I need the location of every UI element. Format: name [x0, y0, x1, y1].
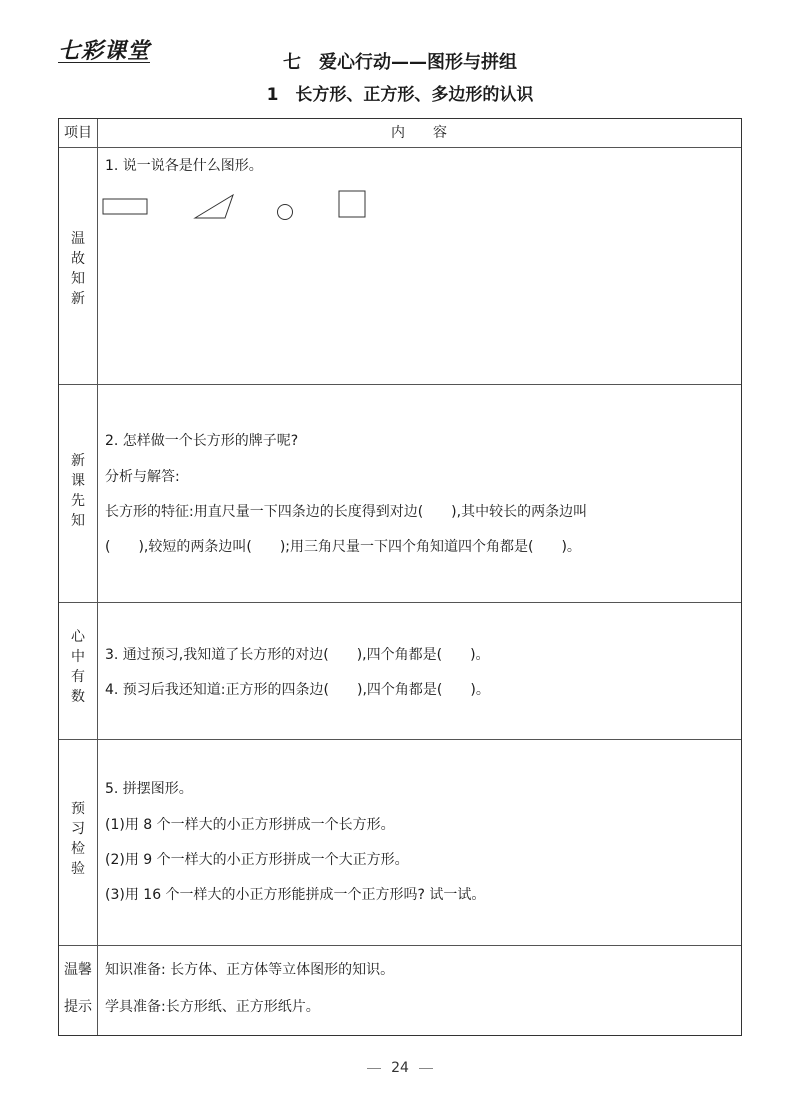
- question-5: 5. 拼摆图形。: [105, 781, 193, 797]
- question-1: 1. 说一说各是什么图形。: [105, 158, 263, 174]
- column-header-item: 项目: [64, 125, 92, 141]
- footer-dash-right: [419, 1068, 433, 1069]
- section-label-tips-1: 温馨: [64, 962, 92, 978]
- rectangle-icon: [103, 199, 147, 214]
- row-divider: [59, 945, 741, 946]
- chapter-title: 七 爱心行动——图形与拼组: [283, 52, 517, 73]
- shapes-figure: [101, 185, 381, 225]
- column-divider: [97, 119, 98, 1035]
- section-label-preview: 新 课 先 知: [71, 453, 85, 529]
- question-3: 3. 通过预习,我知道了长方形的对边( ),四个角都是( )。: [105, 647, 490, 663]
- column-header-content: 内容: [391, 125, 475, 141]
- square-icon: [339, 191, 365, 217]
- page-footer: [0, 1060, 800, 1076]
- analysis-heading: 分析与解答:: [105, 469, 180, 485]
- section-label-review: 温 故 知 新: [71, 231, 85, 307]
- section-label-understanding: 心 中 有 数: [71, 629, 85, 705]
- lesson-title: 1 长方形、正方形、多边形的认识: [266, 85, 534, 105]
- triangle-icon: [195, 195, 233, 218]
- page-number: 24: [391, 1060, 409, 1076]
- row-divider: [59, 602, 741, 603]
- tip-materials: 学具准备:长方形纸、正方形纸片。: [105, 999, 320, 1015]
- logo-text: 七彩课堂: [58, 39, 151, 64]
- task-1: (1)用 8 个一样大的小正方形拼成一个长方形。: [105, 817, 395, 833]
- question-4: 4. 预习后我还知道:正方形的四条边( ),四个角都是( )。: [105, 682, 490, 698]
- worksheet-table: [58, 118, 742, 1036]
- question-2: 2. 怎样做一个长方形的牌子呢?: [105, 433, 299, 449]
- section-label-check: 预 习 检 验: [71, 801, 85, 877]
- task-2: (2)用 9 个一样大的小正方形拼成一个大正方形。: [105, 852, 409, 868]
- section-label-tips-2: 提示: [64, 999, 92, 1015]
- circle-icon: [278, 205, 293, 220]
- row-divider: [59, 147, 741, 148]
- answer-line-1: 长方形的特征:用直尺量一下四条边的长度得到对边( ),其中较长的两条边叫: [105, 504, 588, 520]
- row-divider: [59, 384, 741, 385]
- row-divider: [59, 739, 741, 740]
- task-3: (3)用 16 个一样大的小正方形能拼成一个正方形吗? 试一试。: [105, 887, 486, 903]
- tip-knowledge: 知识准备: 长方体、正方体等立体图形的知识。: [105, 962, 395, 978]
- footer-dash-left: [367, 1068, 381, 1069]
- answer-line-2: ( ),较短的两条边叫( );用三角尺量一下四个角知道四个角都是( )。: [105, 539, 581, 555]
